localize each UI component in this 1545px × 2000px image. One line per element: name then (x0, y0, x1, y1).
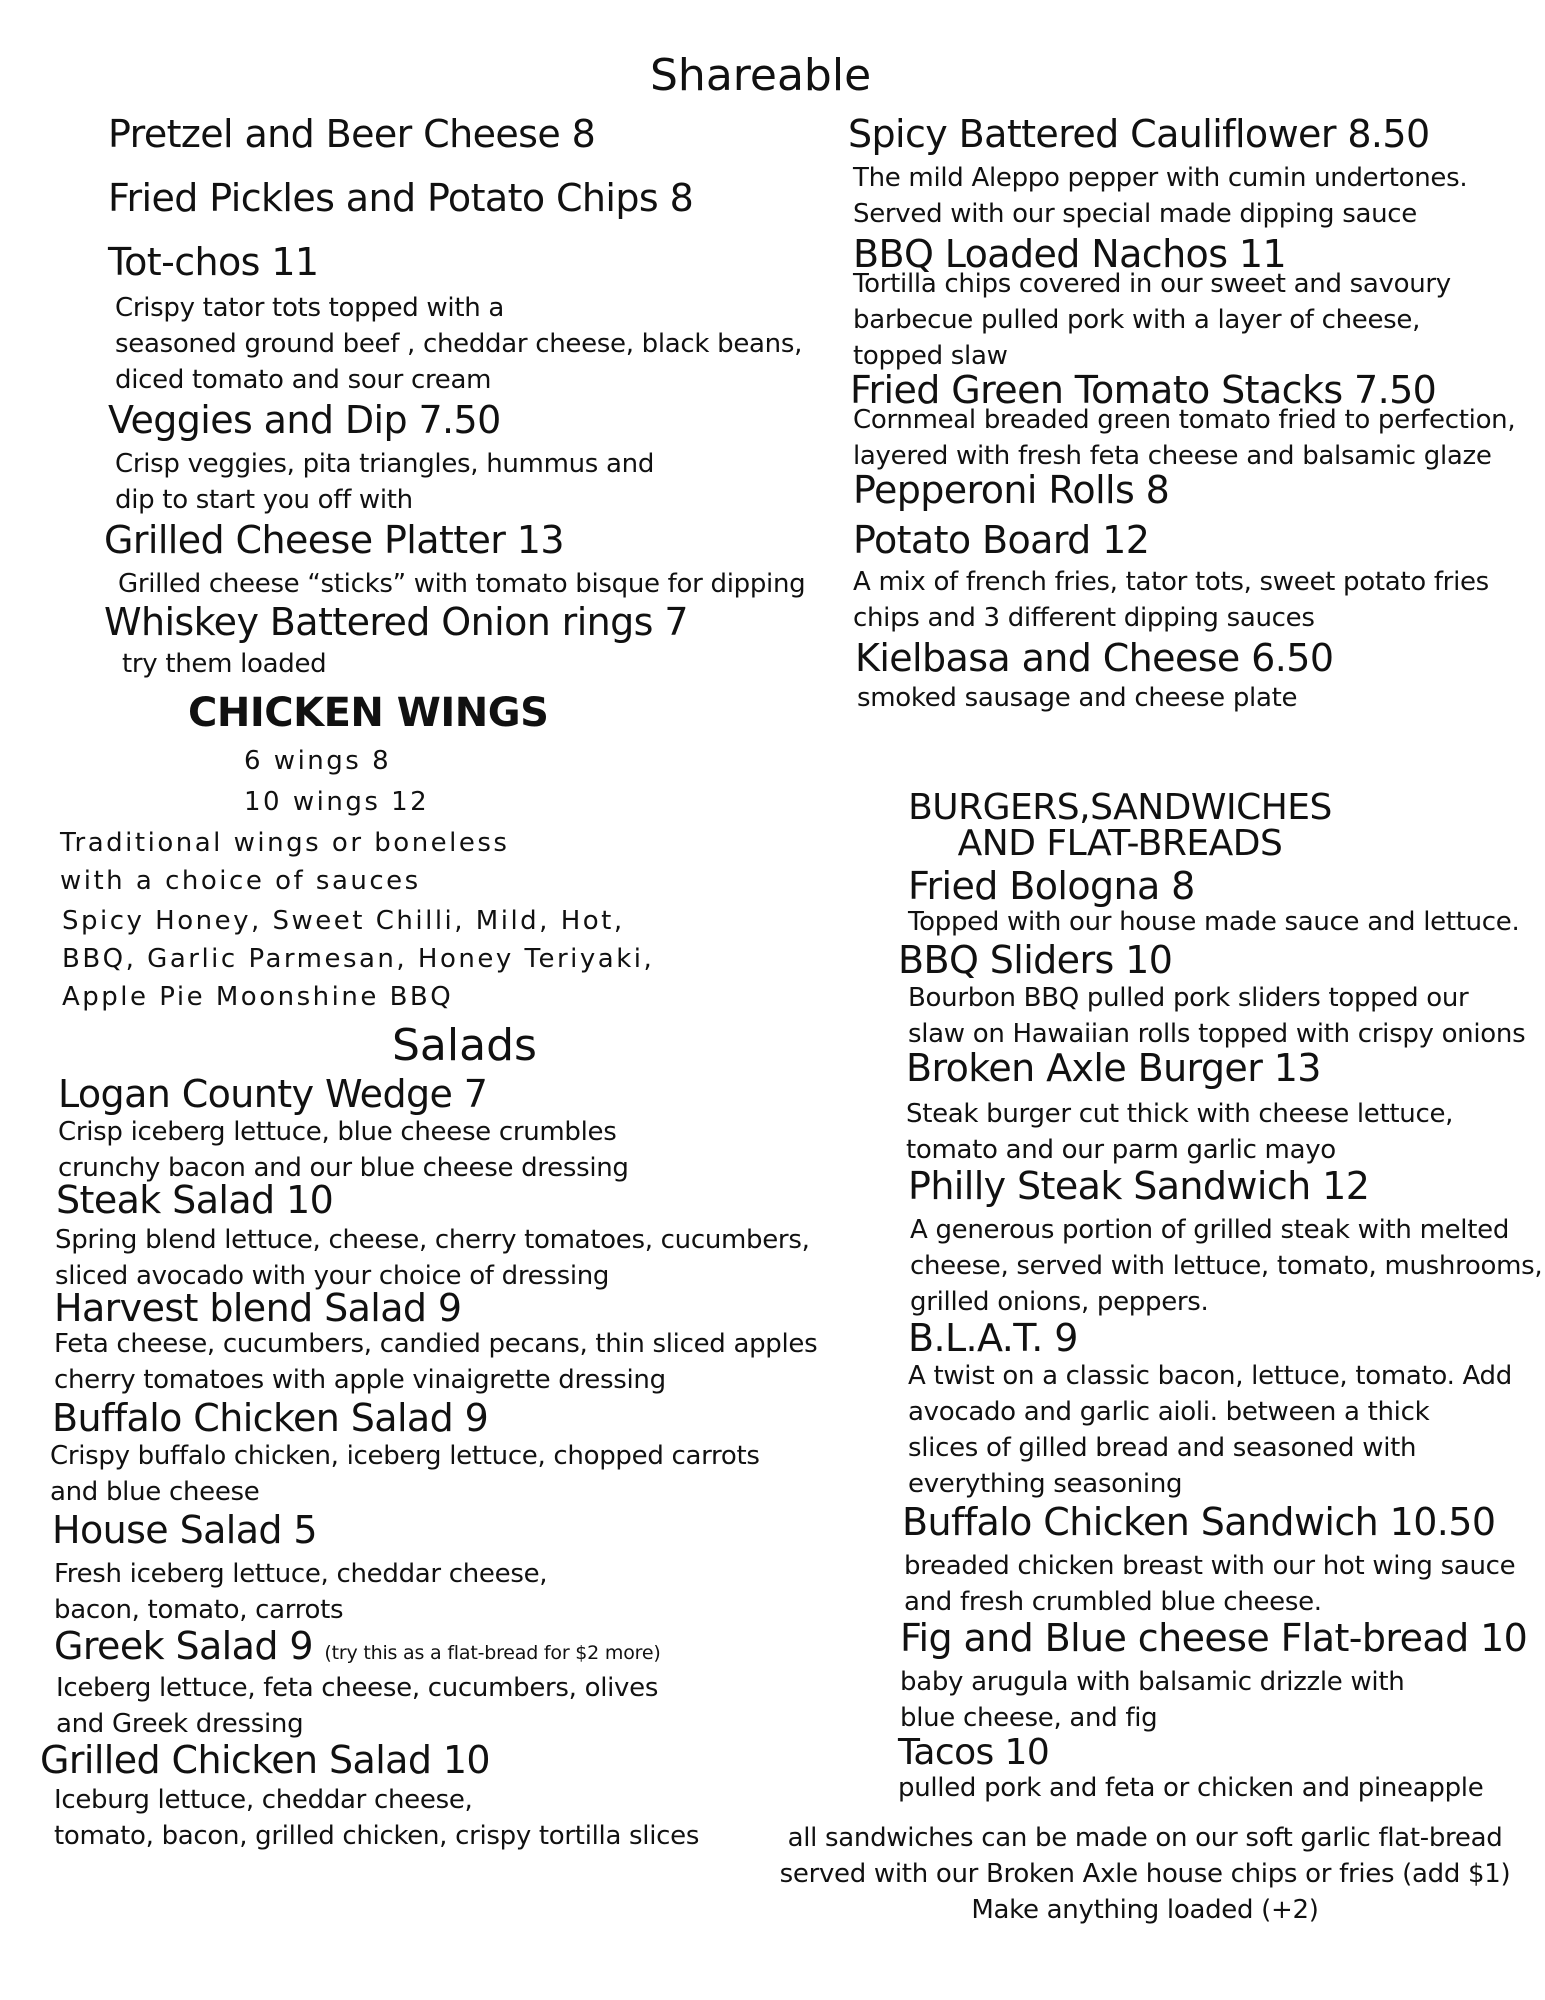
burgers-heading: BURGERS,SANDWICHES AND FLAT-BREADS (908, 787, 1332, 864)
menu-item-description: A mix of french fries, tator tots, sweet potato fries chips and 3 different dipping sauces (853, 567, 1489, 633)
shareable-heading: Shareable (650, 50, 872, 101)
menu-item-title: Fried Green Tomato Stacks 7.50 (850, 368, 1437, 412)
menu-item-title: Broken Axle Burger 13 (906, 1046, 1321, 1090)
menu-item-description: Crispy buffalo chicken, iceberg lettuce, chopped carrots and blue cheese (50, 1441, 760, 1507)
menu-item-description: Iceburg lettuce, cheddar cheese, tomato, bacon, grilled chicken, crispy tortilla slices (54, 1785, 700, 1851)
menu-item-description: Spring blend lettuce, cheese, cherry tomatoes, cucumbers, sliced avocado with your choice of dressing (55, 1225, 810, 1291)
menu-item-description: breaded chicken breast with our hot wing sauce and fresh crumbled blue cheese. (904, 1551, 1516, 1617)
menu-item-description: baby arugula with balsamic drizzle with blue cheese, and fig (900, 1667, 1405, 1733)
menu-item-title: Buffalo Chicken Salad 9 (52, 1396, 489, 1440)
menu-item-title: Kielbasa and Cheese 6.50 (855, 636, 1334, 680)
menu-item-description: Steak burger cut thick with cheese lettuce, tomato and our parm garlic mayo (906, 1099, 1454, 1165)
menu-item-title: Buffalo Chicken Sandwich 10.50 (902, 1500, 1496, 1544)
menu-item-description: Cornmeal breaded green tomato fried to perfection, layered with fresh feta cheese and balsamic glaze (853, 405, 1516, 471)
sandwich-footer-note: all sandwiches can be made on our soft garlic flat-bread served with our Broken Axle house chips or fries (add $1) Make anything loaded (+2) (779, 1823, 1511, 1925)
menu-item-description: Crisp veggies, pita triangles, hummus and dip to start you off with (115, 449, 655, 515)
menu-item-title: Greek Salad 9 (try this as a flat-bread for $2 more) (54, 1624, 661, 1668)
menu-item-title: B.L.A.T. 9 (908, 1316, 1078, 1360)
menu-item-description: A generous portion of grilled steak with melted cheese, served with lettuce, tomato, mushrooms, grilled onions, peppers. (910, 1215, 1543, 1317)
menu-item-title: Veggies and Dip 7.50 (108, 398, 501, 442)
chicken-wings-heading: CHICKEN WINGS (188, 690, 549, 736)
menu-item-description: Topped with our house made sauce and lettuce. (908, 907, 1520, 937)
menu-item-title: Tot-chos 11 (108, 240, 319, 284)
salads-heading: Salads (392, 1020, 537, 1071)
menu-item-title: Fried Pickles and Potato Chips 8 (108, 176, 694, 220)
menu-item-title: Steak Salad 10 (56, 1178, 334, 1222)
menu-item-title: Tacos 10 (898, 1732, 1050, 1773)
menu-item-title: Fig and Blue cheese Flat-bread 10 (900, 1616, 1528, 1660)
menu-item-description: Tortilla chips covered in our sweet and savoury barbecue pulled pork with a layer of cheese, topped slaw (853, 269, 1451, 371)
menu-item-title: Pretzel and Beer Cheese 8 (108, 112, 596, 156)
menu-item-title: Grilled Cheese Platter 13 (104, 518, 564, 562)
menu-item-title: BBQ Loaded Nachos 11 (853, 232, 1287, 276)
wing-sauces: Spicy Honey, Sweet Chilli, Mild, Hot, BBQ, Garlic Parmesan, Honey Teriyaki, Apple Pie Moonshine BBQ (62, 906, 655, 1012)
menu-item-description: Grilled cheese “sticks” with tomato bisque for dipping (118, 569, 806, 599)
menu-item-description: try them loaded (122, 649, 327, 679)
menu-item-description: Feta cheese, cucumbers, candied pecans, thin sliced apples cherry tomatoes with apple vinaigrette dressing (54, 1329, 818, 1395)
menu-item-description: smoked sausage and cheese plate (857, 683, 1298, 713)
menu-item-title: BBQ Sliders 10 (898, 938, 1173, 982)
menu-item-description: A twist on a classic bacon, lettuce, tomato. Add avocado and garlic aioli. between a thick slices of gilled bread and seasoned with everything seasoning (908, 1361, 1512, 1499)
menu-item-title: Logan County Wedge 7 (58, 1072, 488, 1116)
menu-item-description: Iceberg lettuce, feta cheese, cucumbers, olives and Greek dressing (56, 1673, 659, 1739)
menu-item-description: pulled pork and feta or chicken and pineapple (898, 1773, 1484, 1803)
menu-item-title: Harvest blend Salad 9 (54, 1286, 462, 1330)
menu-item-title: Potato Board 12 (853, 518, 1150, 562)
menu-item-title: Pepperoni Rolls 8 (853, 468, 1170, 512)
menu-item-title: Spicy Battered Cauliflower 8.50 (848, 112, 1430, 156)
menu-item-title: Fried Bologna 8 (908, 864, 1195, 908)
menu-item-description: Fresh iceberg lettuce, cheddar cheese, bacon, tomato, carrots (54, 1559, 548, 1625)
menu-item-description: Crispy tator tots topped with a seasoned ground beef , cheddar cheese, black beans, diced tomato and sour cream (115, 293, 803, 395)
menu-item-description: Bourbon BBQ pulled pork sliders topped our slaw on Hawaiian rolls topped with crispy onions (908, 983, 1526, 1049)
menu-item-title: Grilled Chicken Salad 10 (40, 1738, 490, 1782)
wings-description: Traditional wings or boneless with a choice of sauces (60, 828, 510, 896)
menu-item-title: Whiskey Battered Onion rings 7 (104, 600, 688, 644)
menu-item-description: Crisp iceberg lettuce, blue cheese crumbles crunchy bacon and our blue cheese dressing (58, 1117, 629, 1183)
wing-prices: 6 wings 8 10 wings 12 (244, 746, 430, 817)
menu-item-title: House Salad 5 (52, 1508, 317, 1552)
menu-item-title: Philly Steak Sandwich 12 (908, 1164, 1370, 1208)
menu-item-description: The mild Aleppo pepper with cumin undertones. Served with our special made dipping sauce (853, 163, 1468, 229)
greek-salad-note: (try this as a flat-bread for $2 more) (324, 1642, 661, 1664)
